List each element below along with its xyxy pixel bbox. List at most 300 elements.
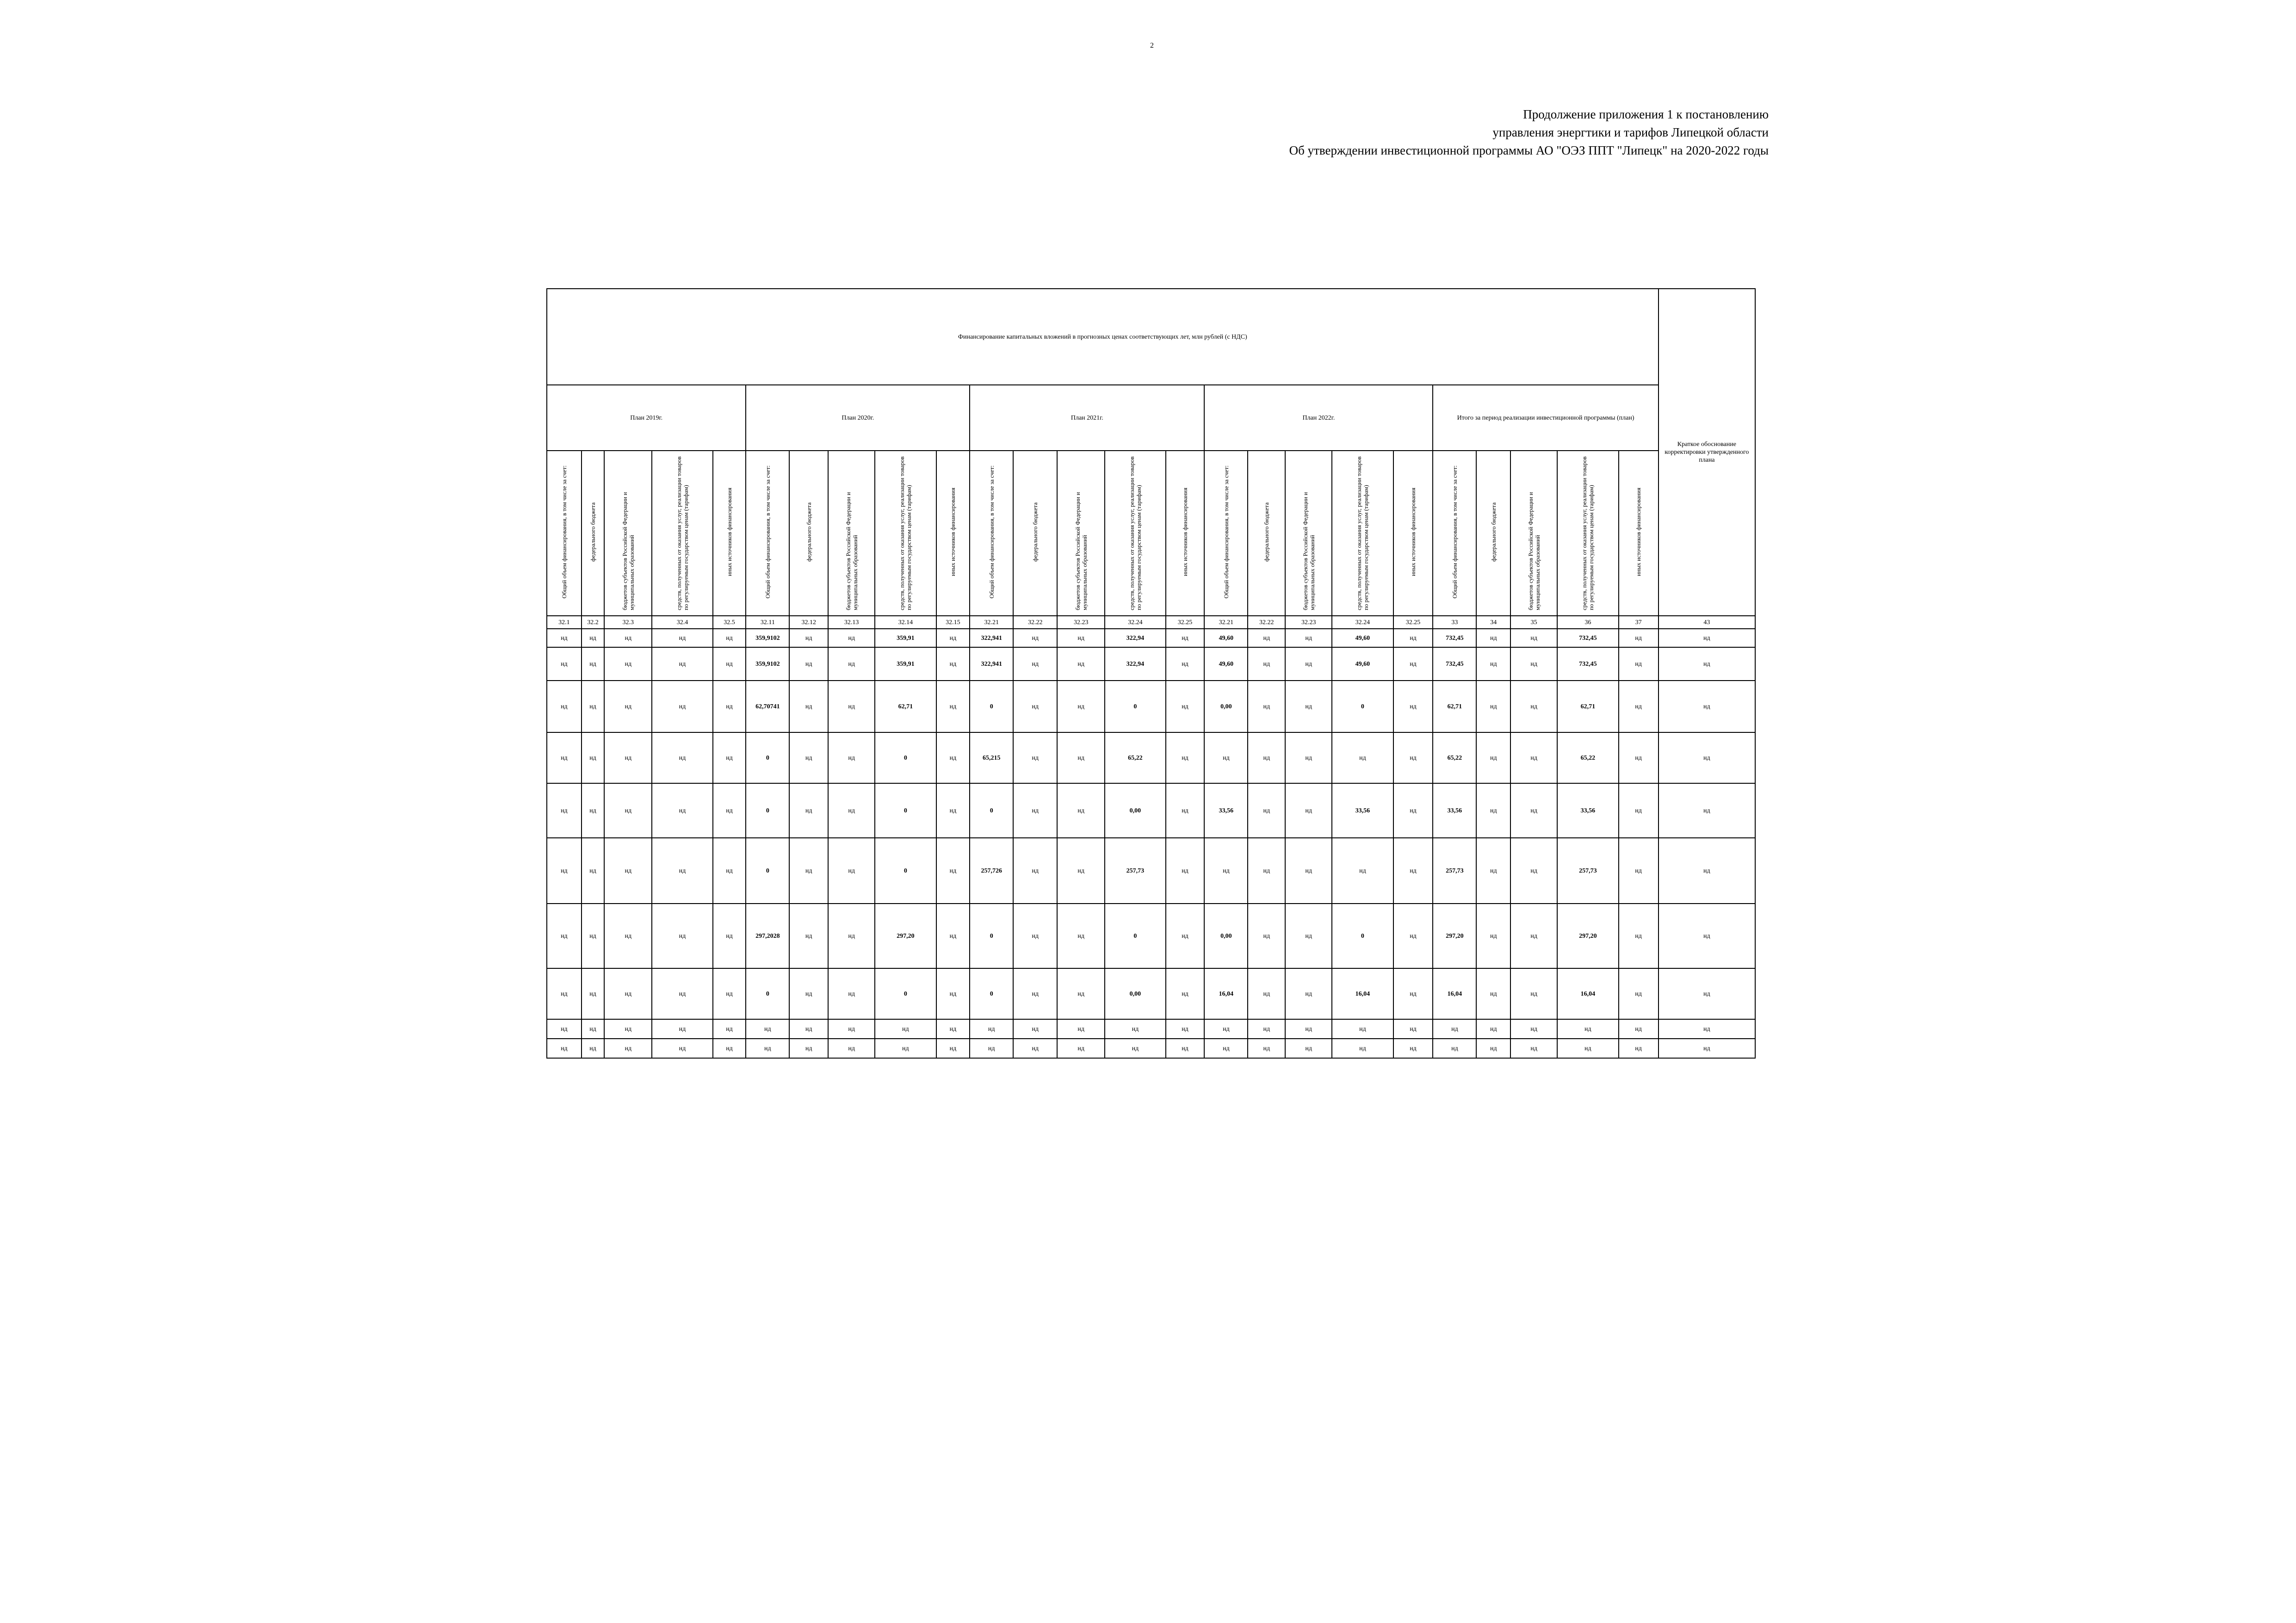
column-index: 43 [1659, 616, 1755, 629]
table-cell: нд [828, 838, 875, 904]
table-cell: нд [547, 732, 582, 783]
table-cell: 297,20 [1557, 904, 1618, 968]
table-cell: нд [1013, 629, 1057, 647]
table-cell: нд [1204, 1039, 1248, 1058]
table-cell: 16,04 [1433, 968, 1476, 1019]
table-cell: нд [1393, 1039, 1433, 1058]
table-cell: нд [828, 1019, 875, 1039]
table-cell: нд [582, 904, 605, 968]
table-cell: нд [582, 783, 605, 838]
table-cell: 62,71 [875, 681, 936, 732]
subcolumn-header [1433, 451, 1476, 616]
table-cell: 297,20 [875, 904, 936, 968]
table-cell: нд [1659, 904, 1755, 968]
table-cell: нд [582, 838, 605, 904]
table-cell: нд [1510, 968, 1557, 1019]
table-cell: нд [1393, 629, 1433, 647]
table-cell: нд [1619, 647, 1659, 681]
table-cell: нд [1057, 904, 1105, 968]
table-cell: 49,60 [1332, 629, 1393, 647]
table-cell: нд [604, 629, 652, 647]
column-index: 32.13 [828, 616, 875, 629]
table-cell: 16,04 [1557, 968, 1618, 1019]
table-cell: 0,00 [1105, 968, 1165, 1019]
table-cell: 257,726 [970, 838, 1013, 904]
table-cell: нд [1285, 904, 1332, 968]
table-row [547, 629, 1755, 647]
column-index: 33 [1433, 616, 1476, 629]
table-cell: нд [1659, 629, 1755, 647]
table-cell: нд [582, 1019, 605, 1039]
table-cell: нд [1248, 783, 1285, 838]
table-cell: нд [1166, 647, 1205, 681]
table-cell: нд [789, 629, 828, 647]
table-cell: нд [746, 1039, 789, 1058]
subcolumn-label: федерального бюджета [589, 502, 596, 562]
subcolumn-label: бюджетов субъектов Российской Федерации и муниципальных образований [844, 492, 859, 610]
column-index: 32.1 [547, 616, 582, 629]
table-cell: нд [547, 1039, 582, 1058]
table-cell: нд [652, 968, 712, 1019]
subcolumn-label: бюджетов субъектов Российской Федерации и муниципальных образований [1301, 492, 1316, 610]
table-row [547, 1019, 1755, 1039]
table-cell: нд [1166, 681, 1205, 732]
subcolumn-label: бюджетов субъектов Российской Федерации и муниципальных образований [1527, 492, 1541, 610]
table-cell: нд [1619, 1019, 1659, 1039]
year-header-5: Итого за период реализации инвестиционной программы (план) [1433, 385, 1658, 451]
table-cell: нд [936, 629, 970, 647]
table-cell: нд [1057, 647, 1105, 681]
table-cell: нд [789, 732, 828, 783]
column-index: 32.15 [936, 616, 970, 629]
table-cell: 33,56 [1204, 783, 1248, 838]
subcolumn-header [828, 451, 875, 616]
table-cell: нд [1166, 968, 1205, 1019]
table-cell: нд [1285, 1019, 1332, 1039]
table-cell: 62,71 [1557, 681, 1618, 732]
table-cell: нд [713, 968, 746, 1019]
table-cell: нд [713, 647, 746, 681]
table-cell: нд [1476, 904, 1510, 968]
table-cell: нд [713, 1039, 746, 1058]
table-cell: 62,70741 [746, 681, 789, 732]
table-cell: 297,20 [1433, 904, 1476, 968]
subcolumn-label: средств, полученных от оказания услуг, реализации товаров по регулируемым государством ценам (тарифам) [1355, 456, 1370, 610]
table-cell: нд [1510, 838, 1557, 904]
subcolumn-label: федерального бюджета [805, 502, 812, 562]
table-row [547, 783, 1755, 838]
table-cell: 0 [1105, 904, 1165, 968]
table-cell: нд [604, 732, 652, 783]
table-cell: нд [1204, 1019, 1248, 1039]
table-cell: нд [652, 904, 712, 968]
table-cell: 322,941 [970, 629, 1013, 647]
table-cell: нд [1557, 1019, 1618, 1039]
table-cell: нд [1476, 968, 1510, 1019]
table-cell: нд [604, 838, 652, 904]
table-cell: нд [1057, 681, 1105, 732]
table-cell: нд [936, 1039, 970, 1058]
table-cell: нд [547, 647, 582, 681]
table-cell: нд [547, 904, 582, 968]
table-cell: нд [1332, 1039, 1393, 1058]
page-number: 2 [1150, 42, 1154, 50]
table-cell: 16,04 [1332, 968, 1393, 1019]
table-cell: 0 [1105, 681, 1165, 732]
table-cell: 65,215 [970, 732, 1013, 783]
table-cell: нд [1013, 783, 1057, 838]
table-cell: нд [1057, 783, 1105, 838]
table-cell: нд [875, 1039, 936, 1058]
subcolumn-header [1105, 451, 1165, 616]
table-row [547, 732, 1755, 783]
table-cell: 257,73 [1433, 838, 1476, 904]
table-cell: нд [1166, 783, 1205, 838]
table-cell: нд [1557, 1039, 1618, 1058]
table-cell: нд [1332, 838, 1393, 904]
table-cell: нд [582, 647, 605, 681]
table-cell: нд [547, 968, 582, 1019]
table-cell: нд [1248, 681, 1285, 732]
subcolumn-label: Общий объем финансирования, в том числе за счет: [1451, 465, 1458, 599]
table-cell: нд [1510, 904, 1557, 968]
table-cell: нд [1659, 838, 1755, 904]
table-cell: нд [604, 904, 652, 968]
table-cell: 0 [1332, 681, 1393, 732]
subcolumn-label: федерального бюджета [1490, 502, 1497, 562]
table-cell: нд [713, 681, 746, 732]
table-cell: нд [547, 681, 582, 732]
table-cell: нд [1659, 1039, 1755, 1058]
table-cell: 359,91 [875, 647, 936, 681]
subcolumn-header [1248, 451, 1285, 616]
table-cell: нд [1013, 904, 1057, 968]
table-cell: нд [652, 647, 712, 681]
table-cell: нд [789, 1019, 828, 1039]
table-cell: 16,04 [1204, 968, 1248, 1019]
year-header-2: План 2020г. [746, 385, 970, 451]
subcolumn-label: иных источников финансирования [949, 488, 957, 576]
table-cell: нд [1105, 1039, 1165, 1058]
table-cell: нд [1013, 647, 1057, 681]
table-cell: нд [1510, 629, 1557, 647]
header-line-1: Продолжение приложения 1 к постановлению [1523, 107, 1769, 121]
subcolumn-label: средств, полученных от оказания услуг, реализации товаров по регулируемым государством ценам (тарифам) [898, 456, 913, 610]
table-cell: 297,2028 [746, 904, 789, 968]
subcolumn-label: средств, полученных от оказания услуг, реализации товаров по регулируемым государством ценам (тарифам) [675, 456, 689, 610]
table-cell: нд [1659, 968, 1755, 1019]
table-cell: 33,56 [1332, 783, 1393, 838]
subcolumn-header [936, 451, 970, 616]
table-cell: нд [1248, 1019, 1285, 1039]
subcolumn-header [1013, 451, 1057, 616]
table-cell: нд [1285, 732, 1332, 783]
table-cell: нд [1166, 904, 1205, 968]
table-cell: нд [1393, 968, 1433, 1019]
table-cell: 0 [875, 732, 936, 783]
subcolumn-header [604, 451, 652, 616]
table-cell: 0 [746, 783, 789, 838]
year-header-1: План 2019г. [547, 385, 746, 451]
table-cell: нд [1166, 1039, 1205, 1058]
subcolumn-label: Общий объем финансирования, в том числе за счет: [988, 465, 995, 599]
table-cell: нд [936, 904, 970, 968]
subcolumn-header [713, 451, 746, 616]
subcolumn-header [789, 451, 828, 616]
table-cell: нд [1476, 681, 1510, 732]
table-cell: нд [1393, 838, 1433, 904]
table-cell: нд [1659, 732, 1755, 783]
table-cell: нд [582, 1039, 605, 1058]
table-cell: нд [1659, 783, 1755, 838]
table-cell: 0 [746, 838, 789, 904]
table-cell: 257,73 [1557, 838, 1618, 904]
table-cell: нд [1248, 904, 1285, 968]
table-cell: нд [547, 629, 582, 647]
table-cell: 0 [875, 783, 936, 838]
table-row [547, 647, 1755, 681]
table-cell: 359,9102 [746, 647, 789, 681]
column-index: 35 [1510, 616, 1557, 629]
table-cell: нд [1332, 732, 1393, 783]
table-cell: нд [652, 1019, 712, 1039]
column-index: 32.23 [1285, 616, 1332, 629]
table-cell: нд [1510, 647, 1557, 681]
table-cell: нд [1285, 629, 1332, 647]
table-cell: 0 [970, 968, 1013, 1019]
subcolumn-header [1204, 451, 1248, 616]
subcolumn-header [1619, 451, 1659, 616]
column-index: 32.22 [1248, 616, 1285, 629]
header-line-3: Об утверждении инвестиционной программы АО "ОЭЗ ППТ "Липецк" на 2020-2022 годы [1289, 143, 1769, 157]
table-cell: нд [1285, 647, 1332, 681]
table-cell: нд [1659, 681, 1755, 732]
table-cell: нд [789, 904, 828, 968]
table-cell: нд [936, 783, 970, 838]
table-cell: нд [1105, 1019, 1165, 1039]
table-cell: 0 [746, 968, 789, 1019]
table-cell: нд [1057, 629, 1105, 647]
subcolumn-header [1476, 451, 1510, 616]
table-cell: нд [1013, 681, 1057, 732]
subcolumn-header [1557, 451, 1618, 616]
table-cell: 65,22 [1433, 732, 1476, 783]
table-cell: 322,941 [970, 647, 1013, 681]
table-cell: нд [1285, 783, 1332, 838]
table-cell: 33,56 [1433, 783, 1476, 838]
table-cell: нд [604, 647, 652, 681]
subcolumn-label: иных источников финансирования [1182, 488, 1188, 576]
table-cell: нд [1248, 838, 1285, 904]
table-cell: нд [547, 783, 582, 838]
table-cell: нд [1476, 783, 1510, 838]
column-index: 36 [1557, 616, 1618, 629]
table-cell: нд [582, 681, 605, 732]
table-cell: нд [1013, 968, 1057, 1019]
subcolumn-header [970, 451, 1013, 616]
column-index: 32.23 [1057, 616, 1105, 629]
table-cell: нд [1619, 968, 1659, 1019]
table-cell: нд [1476, 647, 1510, 681]
year-header-4: План 2022г. [1204, 385, 1433, 451]
table-cell: 322,94 [1105, 629, 1165, 647]
table-cell: 0,00 [1105, 783, 1165, 838]
subcolumn-header [1332, 451, 1393, 616]
table-cell: нд [1057, 1019, 1105, 1039]
table-cell: 0 [1332, 904, 1393, 968]
table-row [547, 968, 1755, 1019]
column-index: 34 [1476, 616, 1510, 629]
table-cell: нд [1248, 732, 1285, 783]
table-cell: нд [1619, 629, 1659, 647]
table-row [547, 1039, 1755, 1058]
brief-justification-header: Краткое обоснование корректировки утвержденного плана [1659, 289, 1755, 616]
table-row [547, 681, 1755, 732]
table-cell: нд [1013, 838, 1057, 904]
table-cell: нд [1510, 783, 1557, 838]
table-cell: нд [1166, 838, 1205, 904]
table-cell: нд [1285, 681, 1332, 732]
table-cell: 732,45 [1557, 629, 1618, 647]
subcolumn-label: Общий объем финансирования, в том числе за счет: [764, 465, 771, 599]
table-cell: нд [1510, 1039, 1557, 1058]
subcolumn-label: федерального бюджета [1263, 502, 1270, 562]
table-cell: нд [713, 904, 746, 968]
subcolumn-header [652, 451, 712, 616]
table-cell: нд [1248, 968, 1285, 1019]
table-cell: нд [828, 732, 875, 783]
table-cell: нд [828, 629, 875, 647]
subcolumn-header [582, 451, 605, 616]
table-cell: нд [1248, 647, 1285, 681]
table-cell: нд [652, 629, 712, 647]
subcolumn-label: иных источников финансирования [1410, 488, 1417, 576]
table-cell: нд [1393, 732, 1433, 783]
table-cell: нд [1619, 904, 1659, 968]
table-cell: 322,94 [1105, 647, 1165, 681]
header-line-2: управления энергтики и тарифов Липецкой области [1492, 125, 1769, 139]
table-cell: нд [1057, 968, 1105, 1019]
table-cell: нд [936, 732, 970, 783]
table-cell: нд [1393, 647, 1433, 681]
table-cell: нд [828, 681, 875, 732]
table-cell: нд [1510, 732, 1557, 783]
table-cell: нд [746, 1019, 789, 1039]
subcolumn-header [1285, 451, 1332, 616]
subcolumn-label: Общий объем финансирования, в том числе за счет: [1222, 465, 1230, 599]
table-cell: нд [936, 681, 970, 732]
table-cell: 359,9102 [746, 629, 789, 647]
table-cell: 0,00 [1204, 904, 1248, 968]
table-cell: нд [1619, 681, 1659, 732]
table-cell: нд [1057, 732, 1105, 783]
subcolumn-label: Общий объем финансирования, в том числе за счет: [560, 465, 568, 599]
table-cell: нд [789, 783, 828, 838]
subcolumn-label: федерального бюджета [1032, 502, 1039, 562]
table-cell: нд [1393, 1019, 1433, 1039]
table-cell: нд [1166, 732, 1205, 783]
table-cell: нд [1285, 1039, 1332, 1058]
table-cell: нд [789, 681, 828, 732]
table-cell: нд [652, 783, 712, 838]
table-cell: нд [652, 1039, 712, 1058]
table-cell: нд [1476, 838, 1510, 904]
table-cell: нд [1619, 783, 1659, 838]
column-index: 32.5 [713, 616, 746, 629]
table-cell: 49,60 [1332, 647, 1393, 681]
table-cell: нд [652, 732, 712, 783]
table-cell: 33,56 [1557, 783, 1618, 838]
column-index: 32.24 [1332, 616, 1393, 629]
column-index: 32.4 [652, 616, 712, 629]
table-caption: Финансирование капитальных вложений в прогнозных ценах соответствующих лет, млн рублей (с НДС) [547, 289, 1659, 385]
column-index: 32.3 [604, 616, 652, 629]
subcolumn-header [1166, 451, 1205, 616]
subcolumn-label: средств, полученных от оказания услуг, реализации товаров по регулируемым государством ценам (тарифам) [1128, 456, 1142, 610]
table-cell: нд [1204, 732, 1248, 783]
year-header-3: План 2021г. [970, 385, 1204, 451]
table-cell: нд [1013, 1019, 1057, 1039]
table-cell: 49,60 [1204, 647, 1248, 681]
subcolumn-label: иных источников финансирования [726, 488, 733, 576]
table-cell: нд [1433, 1039, 1476, 1058]
table-cell: нд [970, 1039, 1013, 1058]
table-cell: нд [1013, 732, 1057, 783]
table-cell: нд [604, 1019, 652, 1039]
table-cell: нд [970, 1019, 1013, 1039]
table-cell: нд [652, 681, 712, 732]
table-cell: нд [789, 647, 828, 681]
column-index: 32.22 [1013, 616, 1057, 629]
table-cell: нд [828, 783, 875, 838]
table-cell: 732,45 [1557, 647, 1618, 681]
table-cell: 65,22 [1105, 732, 1165, 783]
table-cell: нд [547, 838, 582, 904]
table-cell: нд [1619, 732, 1659, 783]
table-cell: нд [1393, 681, 1433, 732]
subcolumn-label: бюджетов субъектов Российской Федерации и муниципальных образований [1074, 492, 1088, 610]
table-cell: нд [875, 1019, 936, 1039]
table-cell: 0 [970, 681, 1013, 732]
column-index: 32.25 [1166, 616, 1205, 629]
table-cell: нд [1659, 1019, 1755, 1039]
table-cell: нд [1285, 968, 1332, 1019]
table-row [547, 838, 1755, 904]
table-cell: нд [936, 647, 970, 681]
table-cell: нд [1476, 1039, 1510, 1058]
table-cell: нд [604, 1039, 652, 1058]
column-index: 32.12 [789, 616, 828, 629]
table-cell: нд [828, 904, 875, 968]
column-index: 32.25 [1393, 616, 1433, 629]
column-index: 32.21 [970, 616, 1013, 629]
table-cell: 0 [875, 968, 936, 1019]
subcolumn-label: иных источников финансирования [1635, 488, 1642, 576]
table-cell: нд [582, 968, 605, 1019]
table-cell: нд [828, 1039, 875, 1058]
table-cell: 65,22 [1557, 732, 1618, 783]
table-cell: нд [713, 732, 746, 783]
table-cell: нд [828, 968, 875, 1019]
table-cell: нд [789, 838, 828, 904]
subcolumn-header [547, 451, 582, 616]
table-cell: нд [1248, 629, 1285, 647]
table-cell: нд [1619, 1039, 1659, 1058]
table-cell: 732,45 [1433, 629, 1476, 647]
table-cell: нд [1393, 783, 1433, 838]
subcolumn-header [1510, 451, 1557, 616]
column-index: 32.21 [1204, 616, 1248, 629]
